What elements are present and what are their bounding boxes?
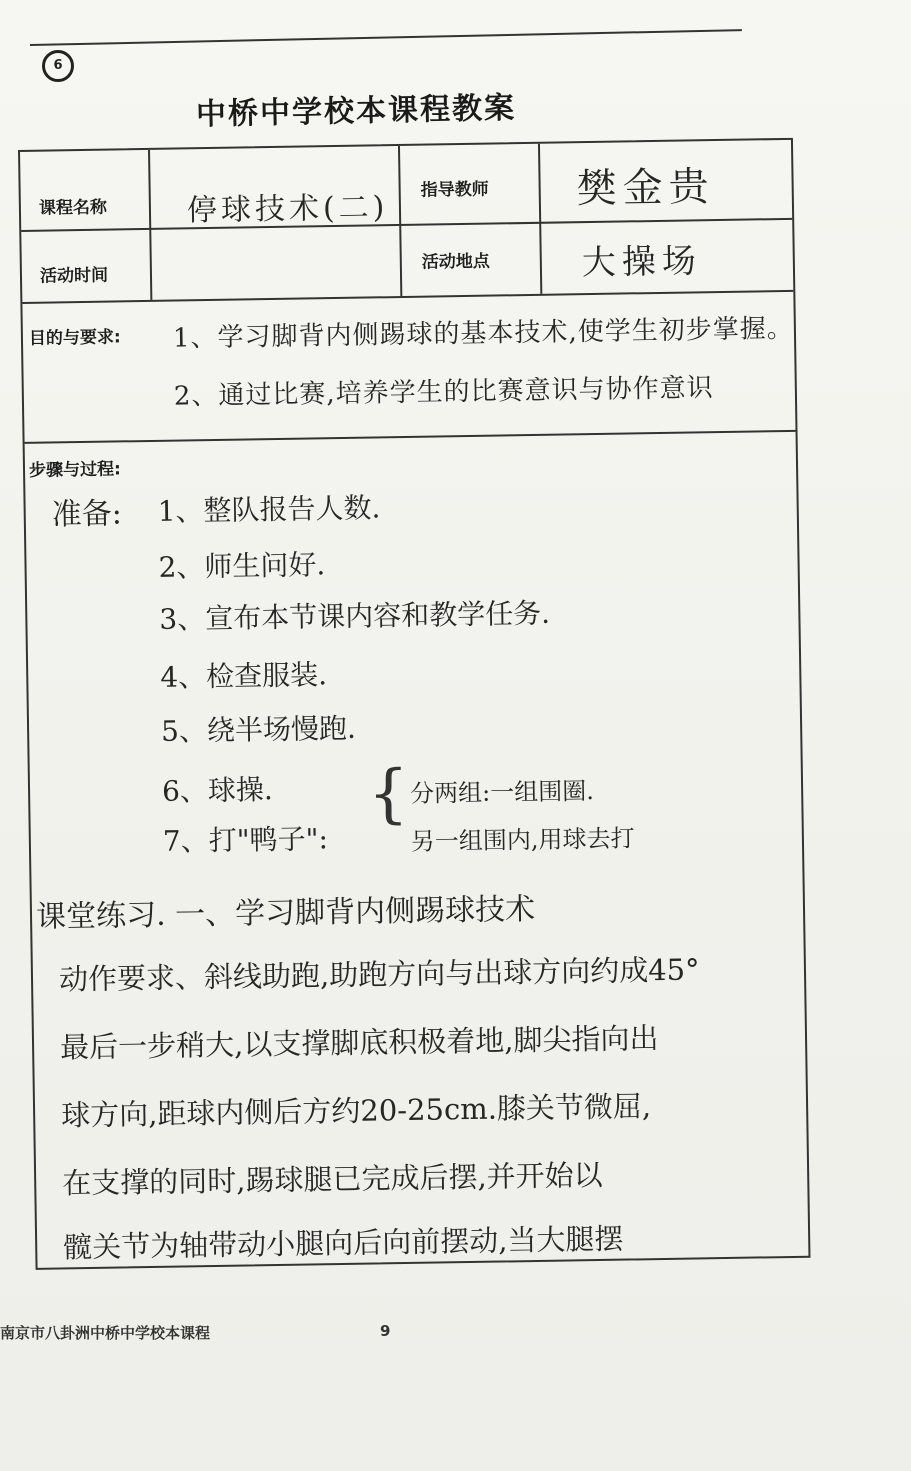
place-value: 大操场 xyxy=(581,241,703,284)
goals-line-2: 2、通过比赛,培养学生的比赛意识与协作意识 xyxy=(173,373,714,412)
step-item: 2、师生问好. xyxy=(158,548,326,584)
course-name-label: 课程名称 xyxy=(38,197,108,219)
place-label: 活动地点 xyxy=(421,251,490,273)
step-item: 1、整队报告人数. xyxy=(157,491,381,528)
practice-line: 动作要求、斜线助跑,助跑方向与出球方向约成45° xyxy=(58,952,700,997)
footer-page-number: 9 xyxy=(380,1322,391,1340)
teacher-label: 指导教师 xyxy=(420,179,489,201)
lesson-plan-table xyxy=(18,138,810,1270)
row-divider xyxy=(25,430,796,444)
step-item: 5、绕半场慢跑. xyxy=(160,711,357,748)
page-marker-circle: 6 xyxy=(42,50,74,82)
practice-line: 最后一步稍大,以支撑脚底积极着地,脚尖指向出 xyxy=(59,1021,659,1065)
col-divider xyxy=(148,150,152,300)
practice-heading: 课堂练习. 一、学习脚背内侧踢球技术 xyxy=(35,891,536,935)
row-divider xyxy=(21,218,792,232)
col-divider xyxy=(538,144,542,294)
row-divider xyxy=(22,290,793,304)
page-title: 中桥中学校本课程教案 xyxy=(195,90,517,133)
teacher-value: 樊金贵 xyxy=(576,164,716,213)
practice-line: 球方向,距球内侧后方约20-25cm.膝关节微屈, xyxy=(60,1089,652,1133)
top-rule xyxy=(30,29,742,46)
goals-line-1: 1、学习脚背内侧踢球的基本技术,使学生初步掌握。 xyxy=(172,313,794,354)
course-name-value: 停球技术(二) xyxy=(186,190,389,229)
step-item: 3、宣布本节课内容和教学任务. xyxy=(159,596,551,636)
step-item: 4、检查服装. xyxy=(160,658,328,694)
step-item: 7、打"鸭子": xyxy=(162,822,329,858)
time-label: 活动时间 xyxy=(39,265,109,287)
step-item: 6、球操. xyxy=(161,773,274,808)
duck-rule: 另一组围内,用球去打 xyxy=(410,824,635,856)
practice-line: 在支撑的同时,踢球腿已完成后摆,并开始以 xyxy=(61,1157,603,1201)
practice-line: 髋关节为轴带动小腿向后向前摆动,当大腿摆 xyxy=(62,1221,624,1265)
steps-label: 步骤与过程: xyxy=(28,459,121,481)
col-divider xyxy=(398,146,402,296)
footer-school: 南京市八卦洲中桥中学校本课程 xyxy=(0,1324,211,1342)
duck-rule: 分两组:一组围圈. xyxy=(409,777,595,808)
brace-mark: { xyxy=(368,757,409,831)
prep-label: 准备: xyxy=(51,496,123,533)
goals-label: 目的与要求: xyxy=(28,327,121,349)
